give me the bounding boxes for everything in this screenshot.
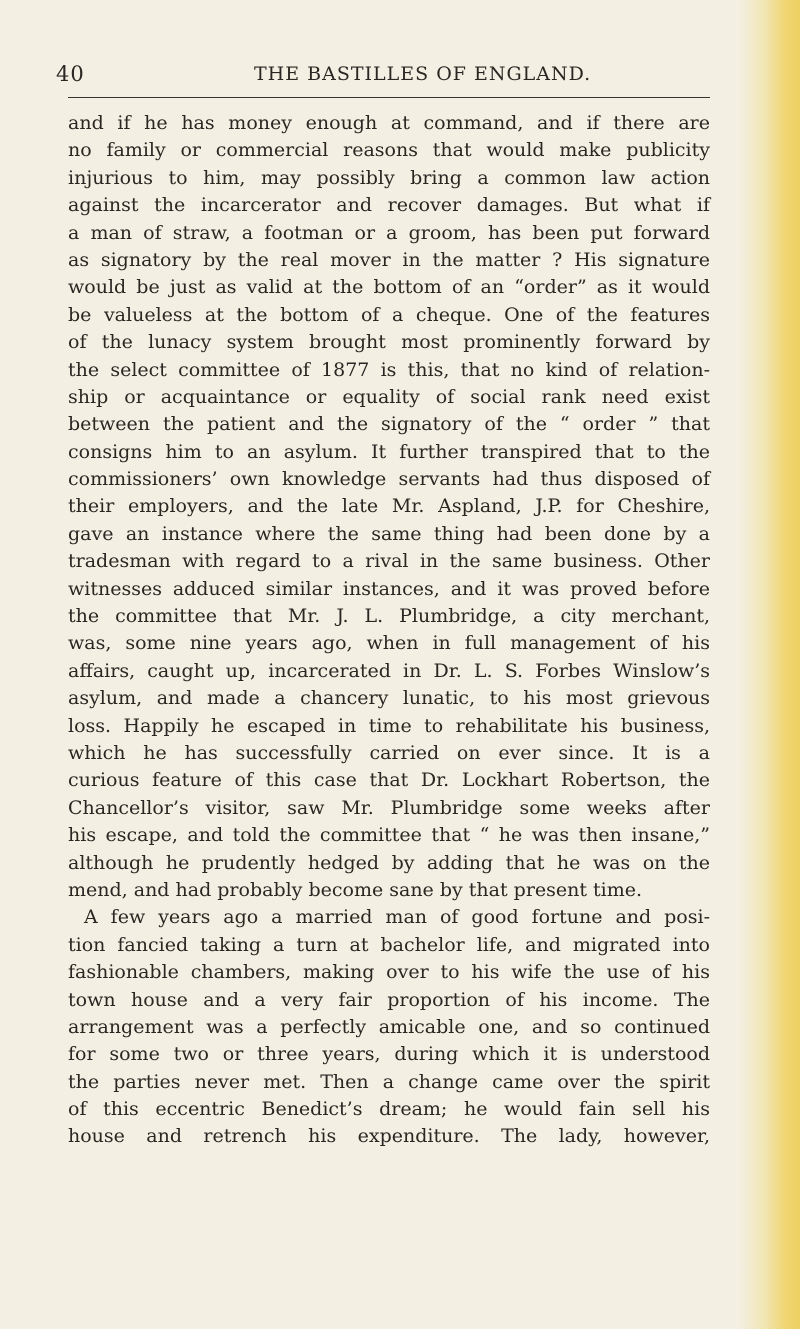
page-edge-tint: [738, 0, 800, 1329]
text-line: as signatory by the real mover in the matter ? His signature: [68, 248, 710, 271]
paragraph-first-line: A few years ago a married man of good fortune and posi-: [84, 906, 710, 929]
text-line: no family or commercial reasons that would make publicity: [68, 139, 710, 162]
text-line: commissioners’ own knowledge servants had thus disposed of: [68, 468, 710, 491]
text-line: loss. Happily he escaped in time to rehabilitate his business,: [68, 714, 710, 737]
text-line: fashionable chambers, making over to his wife the use of his: [68, 961, 710, 984]
text-line: although he prudently hedged by adding that he was on the: [68, 851, 710, 874]
text-line: the select committee of 1877 is this, that no kind of relation-: [68, 358, 710, 381]
running-head: [56, 62, 706, 90]
text-line: tion fancied taking a turn at bachelor life, and migrated into: [68, 933, 710, 956]
text-line: asylum, and made a chancery lunatic, to his most grievous: [68, 687, 710, 710]
text-line: ship or acquaintance or equality of social rank need exist: [68, 385, 710, 408]
text-line: of this eccentric Benedict’s dream; he would fain sell his: [68, 1098, 710, 1121]
text-line: of the lunacy system brought most prominently forward by: [68, 331, 710, 354]
body-text: [68, 110, 710, 1151]
text-line: against the incarcerator and recover damages. But what if: [68, 194, 710, 217]
text-line: affairs, caught up, incarcerated in Dr. L. S. Forbes Winslow’s: [68, 659, 710, 682]
text-line: injurious to him, may possibly bring a common law action: [68, 166, 710, 189]
text-line: which he has successfully carried on ever since. It is a: [68, 741, 710, 764]
text-line: Chancellor’s visitor, saw Mr. Plumbridge some weeks after: [68, 796, 710, 819]
running-title: THE BASTILLES OF ENGLAND.: [254, 63, 592, 85]
text-line: his escape, and told the committee that “ he was then insane,”: [68, 824, 710, 847]
text-line: be valueless at the bottom of a cheque. One of the features: [68, 303, 710, 326]
text-line: the committee that Mr. J. L. Plumbridge, a city merchant,: [68, 605, 710, 628]
paragraph-last-line: mend, and had probably become sane by that present time.: [68, 878, 643, 901]
text-line: was, some nine years ago, when in full management of his: [68, 632, 710, 655]
header-rule: [68, 97, 710, 98]
text-line: tradesman with regard to a rival in the same business. Other: [68, 550, 710, 573]
text-line: town house and a very fair proportion of his income. The: [68, 988, 710, 1011]
text-line: between the patient and the signatory of the “ order ” that: [68, 413, 710, 436]
text-line: consigns him to an asylum. It further transpired that to the: [68, 440, 710, 463]
text-line: witnesses adduced similar instances, and it was proved before: [68, 577, 710, 600]
page-number: 40: [56, 62, 85, 86]
text-line: house and retrench his expenditure. The lady, however,: [68, 1125, 710, 1148]
text-line: and if he has money enough at command, and if there are: [68, 112, 710, 134]
text-line: gave an instance where the same thing had been done by a: [68, 522, 710, 545]
text-line: curious feature of this case that Dr. Lockhart Robertson, the: [68, 769, 710, 792]
text-line: their employers, and the late Mr. Aspland, J.P. for Cheshire,: [68, 495, 710, 518]
text-line: would be just as valid at the bottom of an “order” as it would: [68, 276, 710, 299]
text-line: the parties never met. Then a change came over the spirit: [68, 1070, 710, 1093]
text-line: a man of straw, a footman or a groom, has been put forward: [68, 221, 710, 244]
text-line: for some two or three years, during which it is understood: [68, 1043, 710, 1066]
text-line: arrangement was a perfectly amicable one, and so continued: [68, 1015, 710, 1038]
